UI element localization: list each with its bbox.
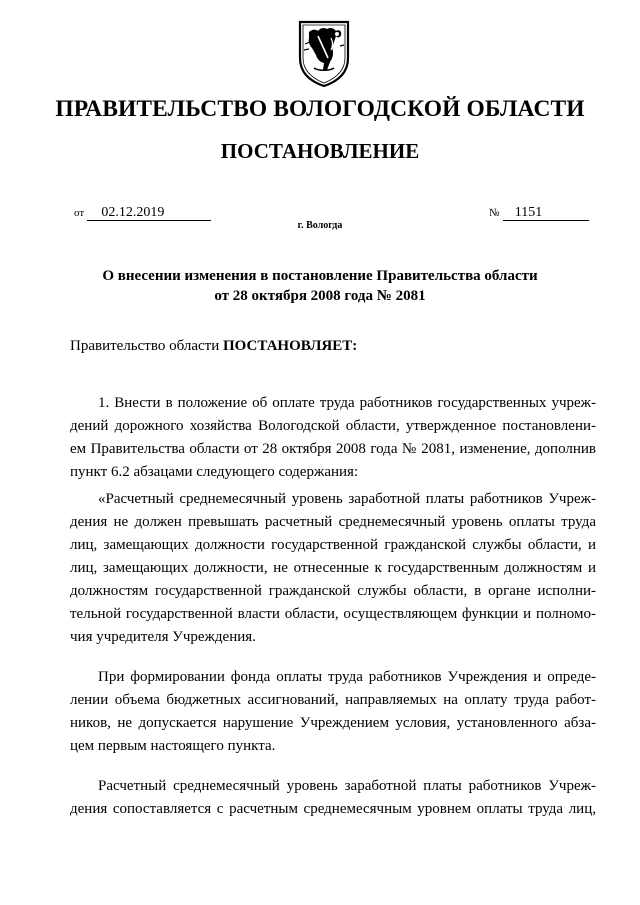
preamble: [70, 338, 357, 355]
date-prefix: от: [74, 207, 85, 219]
paragraph-line: Расчетный среднемесячный уровень заработной платы работников Учреж-: [98, 778, 596, 794]
document-date-field: [74, 204, 211, 221]
paragraph-line: должностям государственной гражданской службы области, в органе исполни-: [70, 583, 596, 599]
paragraph-line: ников, не допускается нарушение Учреждением условия, установленного абза-: [70, 715, 596, 731]
paragraph-line: ем Правительства области от 28 октября 2008 года № 2081, изменение, дополнив: [70, 441, 596, 457]
paragraph-line: тельной государственной власти области, осуществляющем функции и полномо-: [70, 606, 596, 622]
preamble-decree-word: ПОСТАНОВЛЯЕТ:: [222, 338, 358, 354]
subject-line-1: О внесении изменения в постановление Правительства области: [102, 268, 538, 284]
paragraph-line: лиц, замещающих должности государственной гражданской службы области, и: [70, 537, 596, 553]
preamble-text: Правительство области: [70, 338, 223, 354]
paragraph-line: дения сопоставляется с расчетным среднемесячным уровнем оплаты труда лиц,: [70, 801, 596, 817]
paragraph: [70, 488, 596, 649]
paragraph-line: 1. Внести в положение об оплате труда работников государственных учреж-: [98, 395, 596, 411]
paragraph-line: дений дорожного хозяйства Вологодской области, утвержденное постановлени-: [70, 418, 596, 434]
paragraph-line: лении объема бюджетных ассигнований, направляемых на оплату труда работ-: [70, 692, 596, 708]
organization-title: ПРАВИТЕЛЬСТВО ВОЛОГОДСКОЙ ОБЛАСТИ: [55, 96, 585, 122]
paragraph-line: пункт 6.2 абзацами следующего содержания:: [70, 464, 359, 480]
paragraph-line: дения не должен превышать расчетный среднемесячный уровень оплаты труда: [70, 514, 596, 530]
document-number: 1151: [503, 205, 589, 221]
subject-line-2: от 28 октября 2008 года № 2081: [214, 288, 426, 304]
paragraph-line: цем первым настоящего пункта.: [70, 738, 276, 754]
paragraph-line: При формировании фонда оплаты труда работников Учреждения и опреде-: [98, 669, 596, 685]
paragraph: [70, 392, 596, 484]
paragraph: [70, 775, 596, 821]
document-date: 02.12.2019: [87, 205, 211, 221]
number-prefix: №: [489, 207, 500, 219]
document-subject: [0, 266, 640, 306]
document-number-field: [489, 204, 589, 221]
document-body: [70, 392, 596, 838]
paragraph-line: чия учредителя Учреждения.: [70, 629, 256, 645]
city-name: г. Вологда: [297, 220, 343, 231]
paragraph: [70, 666, 596, 758]
document-type: ПОСТАНОВЛЕНИЕ: [220, 139, 420, 163]
paragraph-line: лиц, замещающих должности, не отнесенные к государственным должностям и: [70, 560, 596, 576]
coat-of-arms-emblem: [296, 18, 352, 88]
paragraph-line: «Расчетный среднемесячный уровень заработной платы работников Учреж-: [98, 491, 596, 507]
